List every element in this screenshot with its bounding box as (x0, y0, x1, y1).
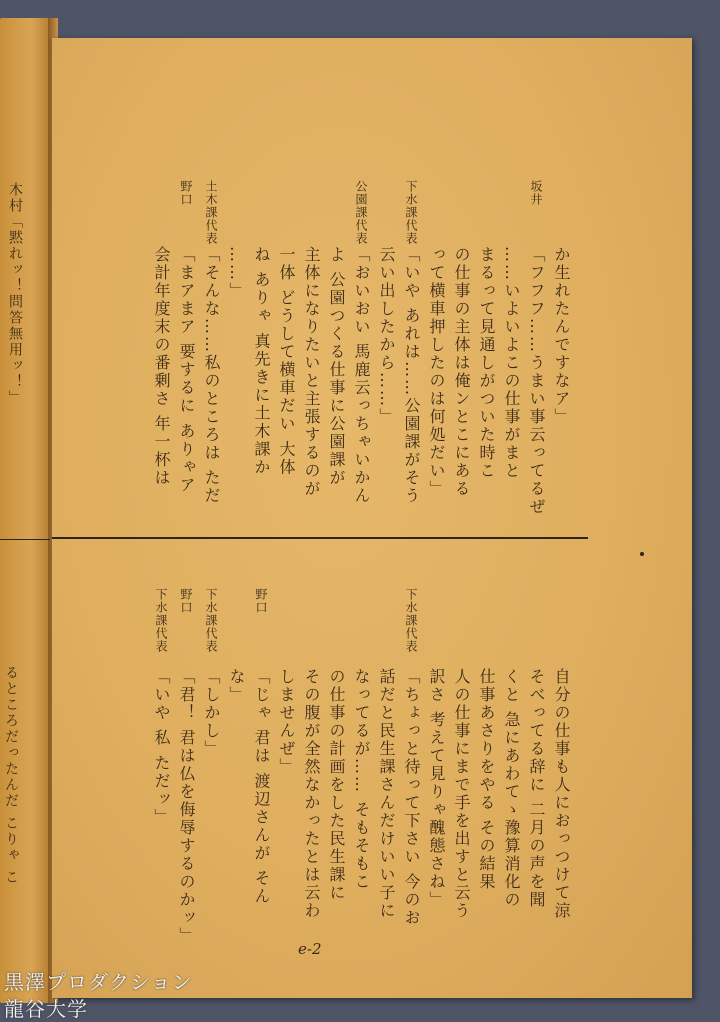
lower-speaker: 野口 (254, 588, 268, 614)
left-page-upper-line: 木村「黙れッ！問答無用ッ！」 (7, 182, 23, 406)
upper-text-column: まるって見通しがついた時こ (477, 246, 496, 480)
lower-speaker: 下水課代表 (204, 588, 218, 653)
upper-speaker: 野口 (179, 180, 193, 206)
upper-text-column: ……いよいよこの仕事がまと (502, 246, 521, 480)
upper-text-column: って横車押したのは何処だい」 (427, 246, 446, 498)
upper-text-column: 一体 どうして横車だい 大体 (277, 246, 296, 477)
upper-text-column: 「そんな……私のところは ただ (202, 246, 221, 506)
upper-text-column: ね ありゃ 真先きに土木課か (252, 246, 271, 477)
upper-text-column: よ 公園つくる仕事に公園課が (327, 246, 346, 488)
upper-text-column: 「おいおい 馬鹿云っちゃいかん (352, 246, 371, 506)
upper-text-column: 「いや あれは……公園課がそう (402, 246, 421, 506)
upper-speaker: 坂井 (529, 180, 543, 206)
upper-speaker: 下水課代表 (404, 180, 418, 245)
upper-text-column: 云い出したから……」 (377, 246, 396, 426)
lower-speaker: 野口 (179, 588, 193, 614)
lower-text-column: 話だと民生課さんだけいい子に (377, 668, 396, 920)
upper-speaker: 土木課代表 (204, 180, 218, 245)
lower-text-column: 仕事あさりをやる その結果 (477, 668, 496, 892)
lower-text-column: 「君！ 君は仏を侮辱するのかッ」 (177, 668, 196, 946)
watermark-line-1: 黒澤プロダクション (4, 970, 193, 994)
lower-text-column: の仕事の計画をした民生課に (327, 668, 346, 902)
left-page-divider (0, 539, 50, 540)
lower-text-column: 「じゃ 君は 渡辺さんが そん (252, 668, 271, 906)
lower-text-column: 訳さ 考えて見りゃ醜態さね」 (427, 668, 446, 910)
left-page-lower-line: るところだったんだ こりゃ こ (3, 665, 19, 886)
script-page (52, 38, 692, 998)
upper-text-column: か生れたんですなア」 (552, 246, 571, 426)
lower-text-column: その腹が全然なかったとは云わ (302, 668, 321, 920)
lower-text-column: しませんぜ」 (277, 668, 296, 776)
ink-dot (640, 552, 644, 556)
page-number: e-2 (298, 940, 322, 958)
upper-text-column: 「フフフ……うまい事云ってるぜ (527, 246, 546, 516)
lower-text-column: 「しかし」 (202, 668, 221, 758)
lower-text-column: そべってる辞に 二月の声を聞 (527, 668, 546, 910)
upper-text-column: 会計年度末の番剰さ 年一杯は (152, 246, 171, 488)
upper-text-column: の仕事の主体は俺ンとこにある (452, 246, 471, 498)
lower-text-column: な」 (227, 668, 246, 704)
upper-speaker: 公園課代表 (354, 180, 368, 245)
watermark-line-2: 龍谷大学 (4, 997, 88, 1021)
lower-text-column: なってるが…… そもそもこ (352, 668, 371, 892)
upper-text-column: 「まアまア 要するに ありゃア (177, 246, 196, 495)
lower-speaker: 下水課代表 (404, 588, 418, 653)
lower-text-column: 「ちょっと待って下さい 今のお (402, 668, 421, 928)
upper-text-column: 主体になりたいと主張するのが (302, 246, 321, 498)
upper-text-column: ……」 (227, 246, 246, 300)
lower-text-column: 「いや 私 ただッ」 (152, 668, 171, 827)
lower-text-column: 人の仕事にまで手を出すと云う (452, 668, 471, 920)
lower-speaker: 下水課代表 (154, 588, 168, 653)
lower-text-column: くと 急にあわてゝ豫算消化の (502, 668, 521, 910)
lower-text-column: 自分の仕事も人におっつけて涼 (552, 668, 571, 920)
section-divider (52, 537, 588, 539)
